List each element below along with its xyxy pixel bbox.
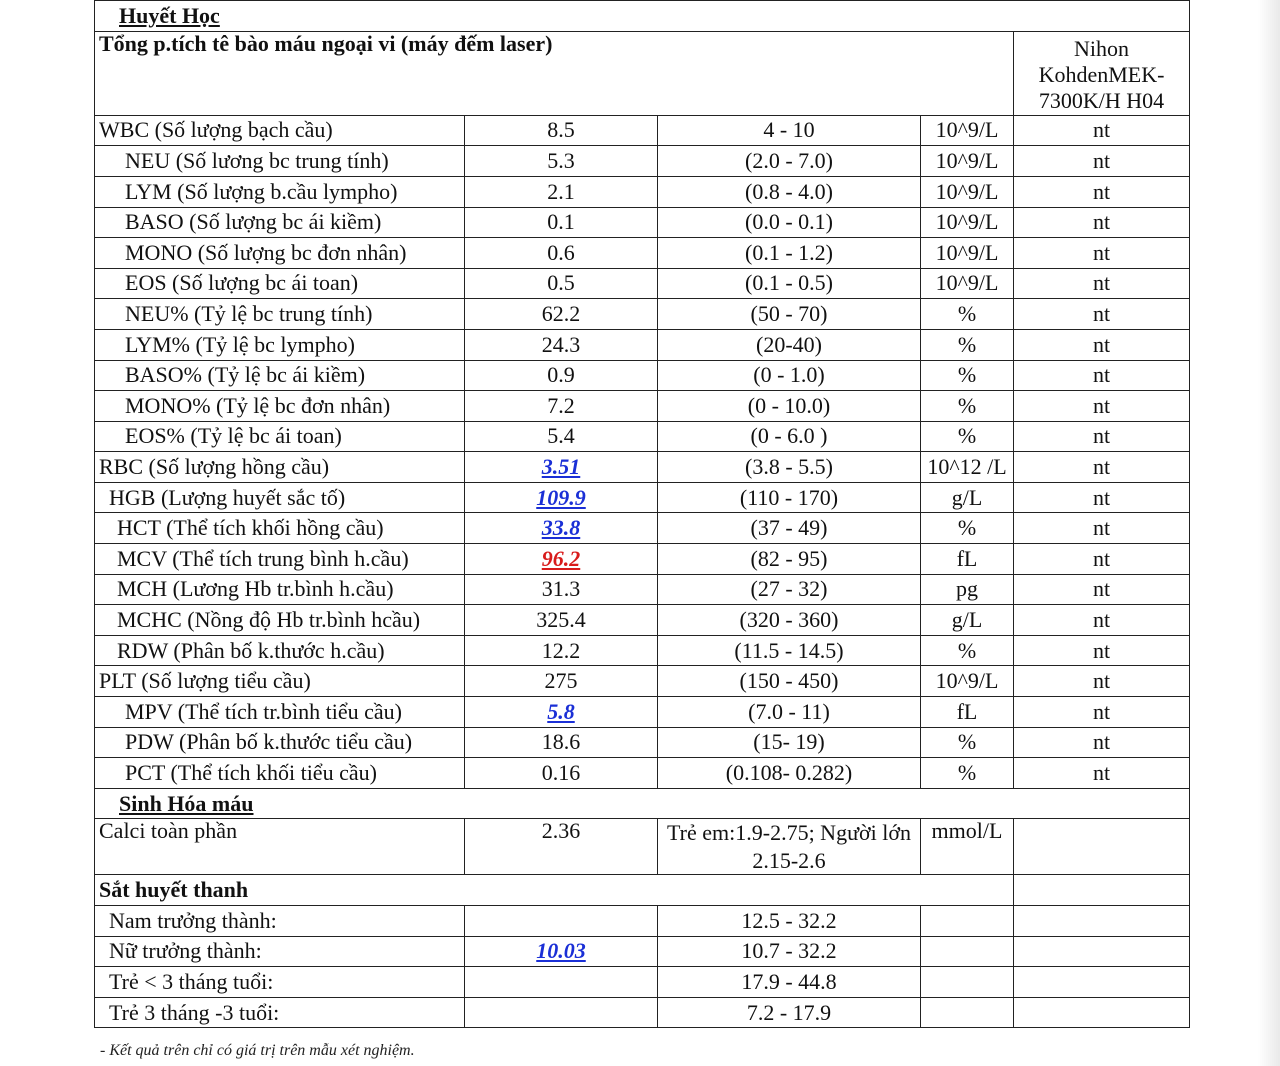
reference-range: (37 - 49): [658, 513, 921, 544]
test-name: EOS% (Tỷ lệ bc ái toan): [95, 421, 465, 452]
table-row: [95, 268, 1190, 299]
reference-range: (150 - 450): [658, 666, 921, 697]
test-value: [465, 391, 658, 422]
unit: %: [921, 727, 1014, 758]
test-name: PCT (Thể tích khối tiểu cầu): [95, 758, 465, 789]
unit: %: [921, 391, 1014, 422]
method: nt: [1014, 574, 1190, 605]
method: nt: [1014, 176, 1190, 207]
table-row: [95, 906, 1190, 937]
test-value: [465, 146, 658, 177]
cbc-rows: [95, 115, 1190, 788]
footnote: - Kết quả trên chỉ có giá trị trên mẫu xét nghiệm.: [100, 1042, 415, 1059]
table-row: [95, 758, 1190, 789]
unit: pg: [921, 574, 1014, 605]
value-text: 0.16: [541, 759, 581, 785]
test-value: [465, 544, 658, 575]
table-row: [95, 421, 1190, 452]
reference-range: (0.1 - 0.5): [658, 268, 921, 299]
test-name: BASO% (Tỷ lệ bc ái kiềm): [95, 360, 465, 391]
iron-section-row: [95, 875, 1190, 906]
unit: %: [921, 758, 1014, 789]
lab-results-table: [94, 0, 1190, 1028]
table-row: [95, 513, 1190, 544]
calcium-row: [95, 819, 1190, 875]
abnormal-value: 5.8: [547, 698, 575, 724]
test-value: [465, 697, 658, 728]
abnormal-value: 3.51: [541, 454, 581, 479]
reference-range: (320 - 360): [658, 605, 921, 636]
test-name: PLT (Số lượng tiểu cầu): [95, 666, 465, 697]
reference-range: (3.8 - 5.5): [658, 452, 921, 483]
unit: 10^9/L: [921, 176, 1014, 207]
table-row: [95, 452, 1190, 483]
reference-range: (0 - 1.0): [658, 360, 921, 391]
table-row: [95, 544, 1190, 575]
value-text: 0.9: [547, 362, 575, 388]
iron-unit: [921, 997, 1014, 1028]
calcium-ref: [658, 819, 921, 875]
method: nt: [1014, 299, 1190, 330]
reference-range: (0 - 10.0): [658, 391, 921, 422]
value-text: 12.2: [541, 637, 581, 663]
test-value: [465, 513, 658, 544]
method: nt: [1014, 207, 1190, 238]
method: nt: [1014, 238, 1190, 269]
calcium-ref-line1: Trẻ em:1.9-2.75; Người lớn: [667, 820, 911, 846]
iron-value: [465, 906, 658, 937]
iron-value: [465, 997, 658, 1028]
abnormal-value: 109.9: [536, 484, 586, 510]
value-text: 5.4: [547, 423, 575, 449]
test-name: PDW (Phân bố k.thước tiểu cầu): [95, 727, 465, 758]
table-row: [95, 146, 1190, 177]
iron-group-name: Trẻ < 3 tháng tuổi:: [95, 967, 465, 998]
iron-unit: [921, 906, 1014, 937]
method: nt: [1014, 727, 1190, 758]
iron-method: [1014, 906, 1190, 937]
table-row: [95, 482, 1190, 513]
reference-range: (20-40): [658, 329, 921, 360]
iron-reference-range: 7.2 - 17.9: [658, 997, 921, 1028]
reference-range: 4 - 10: [658, 115, 921, 146]
abnormal-value: 33.8: [541, 515, 581, 541]
iron-value: [465, 967, 658, 998]
method: nt: [1014, 482, 1190, 513]
cbc-method: Nihon KohdenMEK-7300K/H H04: [1014, 31, 1190, 115]
value-text: 275: [544, 668, 578, 694]
method: nt: [1014, 421, 1190, 452]
test-name: BASO (Số lượng bc ái kiềm): [95, 207, 465, 238]
method: nt: [1014, 146, 1190, 177]
method: nt: [1014, 452, 1190, 483]
iron-rows: [95, 906, 1190, 1028]
value-text: 325.4: [536, 606, 586, 632]
reference-range: (0 - 6.0 ): [658, 421, 921, 452]
value-text: 31.3: [541, 576, 581, 602]
table-row: [95, 207, 1190, 238]
unit: 10^12 /L: [921, 452, 1014, 483]
abnormal-value: 96.2: [541, 545, 581, 571]
unit: g/L: [921, 482, 1014, 513]
iron-method: [1014, 997, 1190, 1028]
test-name: RDW (Phân bố k.thước h.cầu): [95, 635, 465, 666]
iron-value: [465, 936, 658, 967]
unit: 10^9/L: [921, 238, 1014, 269]
test-value: [465, 268, 658, 299]
method: nt: [1014, 360, 1190, 391]
test-name: NEU% (Tỷ lệ bc trung tính): [95, 299, 465, 330]
reference-range: (0.1 - 1.2): [658, 238, 921, 269]
table-row: [95, 329, 1190, 360]
method: nt: [1014, 758, 1190, 789]
test-name: MCV (Thể tích trung bình h.cầu): [95, 544, 465, 575]
method: nt: [1014, 268, 1190, 299]
iron-method: [1014, 967, 1190, 998]
test-value: [465, 482, 658, 513]
test-value: [465, 727, 658, 758]
iron-title-empty: [1014, 875, 1190, 906]
value-text: 2.1: [547, 178, 575, 204]
test-value: [465, 605, 658, 636]
test-value: [465, 758, 658, 789]
table-row: [95, 391, 1190, 422]
test-name: MCH (Lương Hb tr.bình h.cầu): [95, 574, 465, 605]
test-value: [465, 115, 658, 146]
table-row: [95, 115, 1190, 146]
iron-reference-range: 10.7 - 32.2: [658, 936, 921, 967]
calcium-method: [1014, 819, 1190, 875]
test-value: [465, 635, 658, 666]
value-text: 8.5: [547, 117, 575, 143]
method: nt: [1014, 544, 1190, 575]
reference-range: (7.0 - 11): [658, 697, 921, 728]
hematology-title: Huyết Học: [95, 1, 1190, 32]
test-name: HGB (Lượng huyết sắc tố): [95, 482, 465, 513]
reference-range: (15- 19): [658, 727, 921, 758]
method: nt: [1014, 115, 1190, 146]
unit: 10^9/L: [921, 268, 1014, 299]
value-text: 24.3: [541, 331, 581, 357]
unit: g/L: [921, 605, 1014, 636]
unit: %: [921, 421, 1014, 452]
value-text: 7.2: [547, 392, 575, 418]
unit: %: [921, 635, 1014, 666]
value-text: 0.6: [547, 239, 575, 265]
method: nt: [1014, 666, 1190, 697]
table-row: [95, 238, 1190, 269]
iron-group-name: Trẻ 3 tháng -3 tuổi:: [95, 997, 465, 1028]
reference-range: (110 - 170): [658, 482, 921, 513]
biochem-title: Sinh Hóa máu: [95, 788, 1190, 819]
table-row: [95, 299, 1190, 330]
test-name: EOS (Số lượng bc ái toan): [95, 268, 465, 299]
test-value: [465, 360, 658, 391]
table-row: [95, 997, 1190, 1028]
cbc-title: Tổng p.tích tê bào máu ngoại vi (máy đếm laser): [95, 31, 1014, 115]
reference-range: (2.0 - 7.0): [658, 146, 921, 177]
method: nt: [1014, 697, 1190, 728]
table-row: [95, 574, 1190, 605]
iron-group-name: Nam trưởng thành:: [95, 906, 465, 937]
test-value: [465, 574, 658, 605]
reference-range: (0.8 - 4.0): [658, 176, 921, 207]
method: nt: [1014, 329, 1190, 360]
test-value: [465, 421, 658, 452]
method: nt: [1014, 635, 1190, 666]
reference-range: (27 - 32): [658, 574, 921, 605]
test-name: RBC (Số lượng hồng cầu): [95, 452, 465, 483]
test-value: [465, 329, 658, 360]
unit: %: [921, 329, 1014, 360]
abnormal-value: 10.03: [536, 938, 586, 964]
table-row: [95, 176, 1190, 207]
test-value: [465, 238, 658, 269]
reference-range: (50 - 70): [658, 299, 921, 330]
test-value: [465, 176, 658, 207]
test-value: [465, 666, 658, 697]
page-edge-shadow: [1258, 0, 1280, 1066]
reference-range: (82 - 95): [658, 544, 921, 575]
cbc-header-row: [95, 31, 1190, 115]
test-name: HCT (Thể tích khối hồng cầu): [95, 513, 465, 544]
method: nt: [1014, 391, 1190, 422]
unit: %: [921, 360, 1014, 391]
calcium-value: 2.36: [465, 819, 658, 875]
value-text: 0.5: [547, 270, 575, 296]
table-row: [95, 727, 1190, 758]
biochem-section-row: [95, 788, 1190, 819]
value-text: 5.3: [547, 148, 575, 174]
calcium-unit: mmol/L: [921, 819, 1014, 875]
calcium-name: Calci toàn phần: [95, 819, 465, 875]
table-row: [95, 936, 1190, 967]
table-row: [95, 967, 1190, 998]
method: nt: [1014, 605, 1190, 636]
iron-group-name: Nữ trưởng thành:: [95, 936, 465, 967]
unit: 10^9/L: [921, 207, 1014, 238]
iron-reference-range: 17.9 - 44.8: [658, 967, 921, 998]
test-value: [465, 452, 658, 483]
test-name: MONO% (Tỷ lệ bc đơn nhân): [95, 391, 465, 422]
iron-unit: [921, 967, 1014, 998]
reference-range: (0.108- 0.282): [658, 758, 921, 789]
unit: fL: [921, 544, 1014, 575]
test-name: MCHC (Nồng độ Hb tr.bình hcầu): [95, 605, 465, 636]
value-text: 62.2: [541, 301, 581, 327]
unit: fL: [921, 697, 1014, 728]
hematology-section-row: [95, 1, 1190, 32]
test-name: LYM (Số lượng b.cầu lympho): [95, 176, 465, 207]
iron-title: Sắt huyết thanh: [95, 875, 1014, 906]
value-text: 0.1: [547, 209, 575, 235]
unit: %: [921, 513, 1014, 544]
table-row: [95, 697, 1190, 728]
test-name: LYM% (Tỷ lệ bc lympho): [95, 329, 465, 360]
iron-method: [1014, 936, 1190, 967]
table-row: [95, 360, 1190, 391]
reference-range: (11.5 - 14.5): [658, 635, 921, 666]
test-value: [465, 299, 658, 330]
table-row: [95, 605, 1190, 636]
test-name: MONO (Số lượng bc đơn nhân): [95, 238, 465, 269]
unit: 10^9/L: [921, 146, 1014, 177]
test-name: MPV (Thể tích tr.bình tiểu cầu): [95, 697, 465, 728]
iron-reference-range: 12.5 - 32.2: [658, 906, 921, 937]
calcium-ref-line2: 2.15-2.6: [752, 847, 826, 873]
unit: 10^9/L: [921, 666, 1014, 697]
unit: %: [921, 299, 1014, 330]
method: nt: [1014, 513, 1190, 544]
value-text: 18.6: [541, 729, 581, 755]
unit: 10^9/L: [921, 115, 1014, 146]
test-value: [465, 207, 658, 238]
table-row: [95, 635, 1190, 666]
reference-range: (0.0 - 0.1): [658, 207, 921, 238]
iron-unit: [921, 936, 1014, 967]
test-name: WBC (Số lượng bạch cầu): [95, 115, 465, 146]
table-row: [95, 666, 1190, 697]
test-name: NEU (Số lương bc trung tính): [95, 146, 465, 177]
